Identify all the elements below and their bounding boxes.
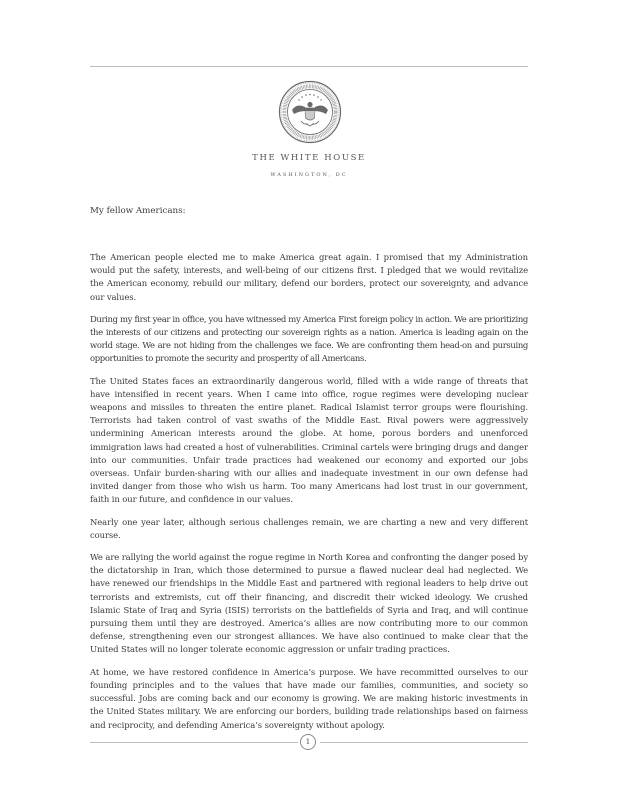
letterhead-title: THE WHITE HOUSE: [252, 153, 366, 163]
paragraph: The American people elected me to make America great again. I promised that my Administration would put the safety, interests, and well-being of our citizens first. I pledged that we would revitalize the American economy, rebuild our military, defend our borders, protect our sovereignty, and advance our values.: [90, 252, 528, 302]
footer-rule-left: [90, 742, 298, 743]
paragraph: The United States faces an extraordinarily dangerous world, filled with a wide range of threats that have intensified in recent years. When I came into office, rogue regimes were developing nuclear weapons and missiles to threaten the entire planet. Radical Islamist terror groups were flourishing. Terrorists had taken control of vast swaths of the Middle East. Rival powers were aggressively undermining American interests around the globe. At home, porous borders and unenforced immigration laws had created a host of vulnerabilities. Criminal cartels were bringing drugs and danger into our communities. Unfair trade practices had weakened our economy and exported our jobs overseas. Unfair burden-sharing with our allies and inadequate investment in our own defense had invited danger from those who wish us harm. Too many Americans had lost trust in our government, faith in our future, and confidence in our values.: [90, 375, 528, 505]
presidential-seal-icon: [278, 80, 342, 144]
letterhead-location: WASHINGTON, DC: [270, 172, 348, 178]
paragraph: At home, we have restored confidence in America’s purpose. We have recommitted ourselves to our founding principles and to the values that have made our families, communities, and society so successful. Jobs are coming back and our economy is growing. We are making historic investments in the United States military. We are enforcing our borders, building trade relationships based on fairness and reciprocity, and defending America’s sovereignty without apology.: [90, 666, 528, 730]
footer-rule-right: [320, 742, 528, 743]
paragraph: During my first year in office, you have witnessed my America First foreign policy in action. We are prioritizing the interests of our citizens and protecting our sovereign rights as a nation. America is leading again on the world stage. We are not hiding from the challenges we face. We are confronting them head-on and pursuing opportunities to promote the security and prosperity of all Americans.: [90, 313, 528, 364]
top-rule: [90, 66, 528, 67]
paragraph: We are rallying the world against the rogue regime in North Korea and confronting the danger posed by the dictatorship in Iran, which those determined to pursue a flawed nuclear deal had neglected. We have renewed our friendships in the Middle East and partnered with regional leaders to help drive out terrorists and extremists, cut off their financing, and discredit their wicked ideology. We crushed Islamic State of Iraq and Syria (ISIS) terrorists on the battlefields of Syria and Iraq, and will continue pursuing them until they are destroyed. America’s allies are now contributing more to our common defense, strengthening even our strongest alliances. We have also continued to make clear that the United States will no longer tolerate economic aggression or unfair trading practices.: [90, 552, 528, 655]
letter-body: [90, 205, 528, 741]
paragraph: Nearly one year later, although serious challenges remain, we are charting a new and very different course.: [90, 516, 528, 540]
salutation: My fellow Americans:: [90, 206, 186, 216]
page-number: 1: [300, 734, 316, 750]
